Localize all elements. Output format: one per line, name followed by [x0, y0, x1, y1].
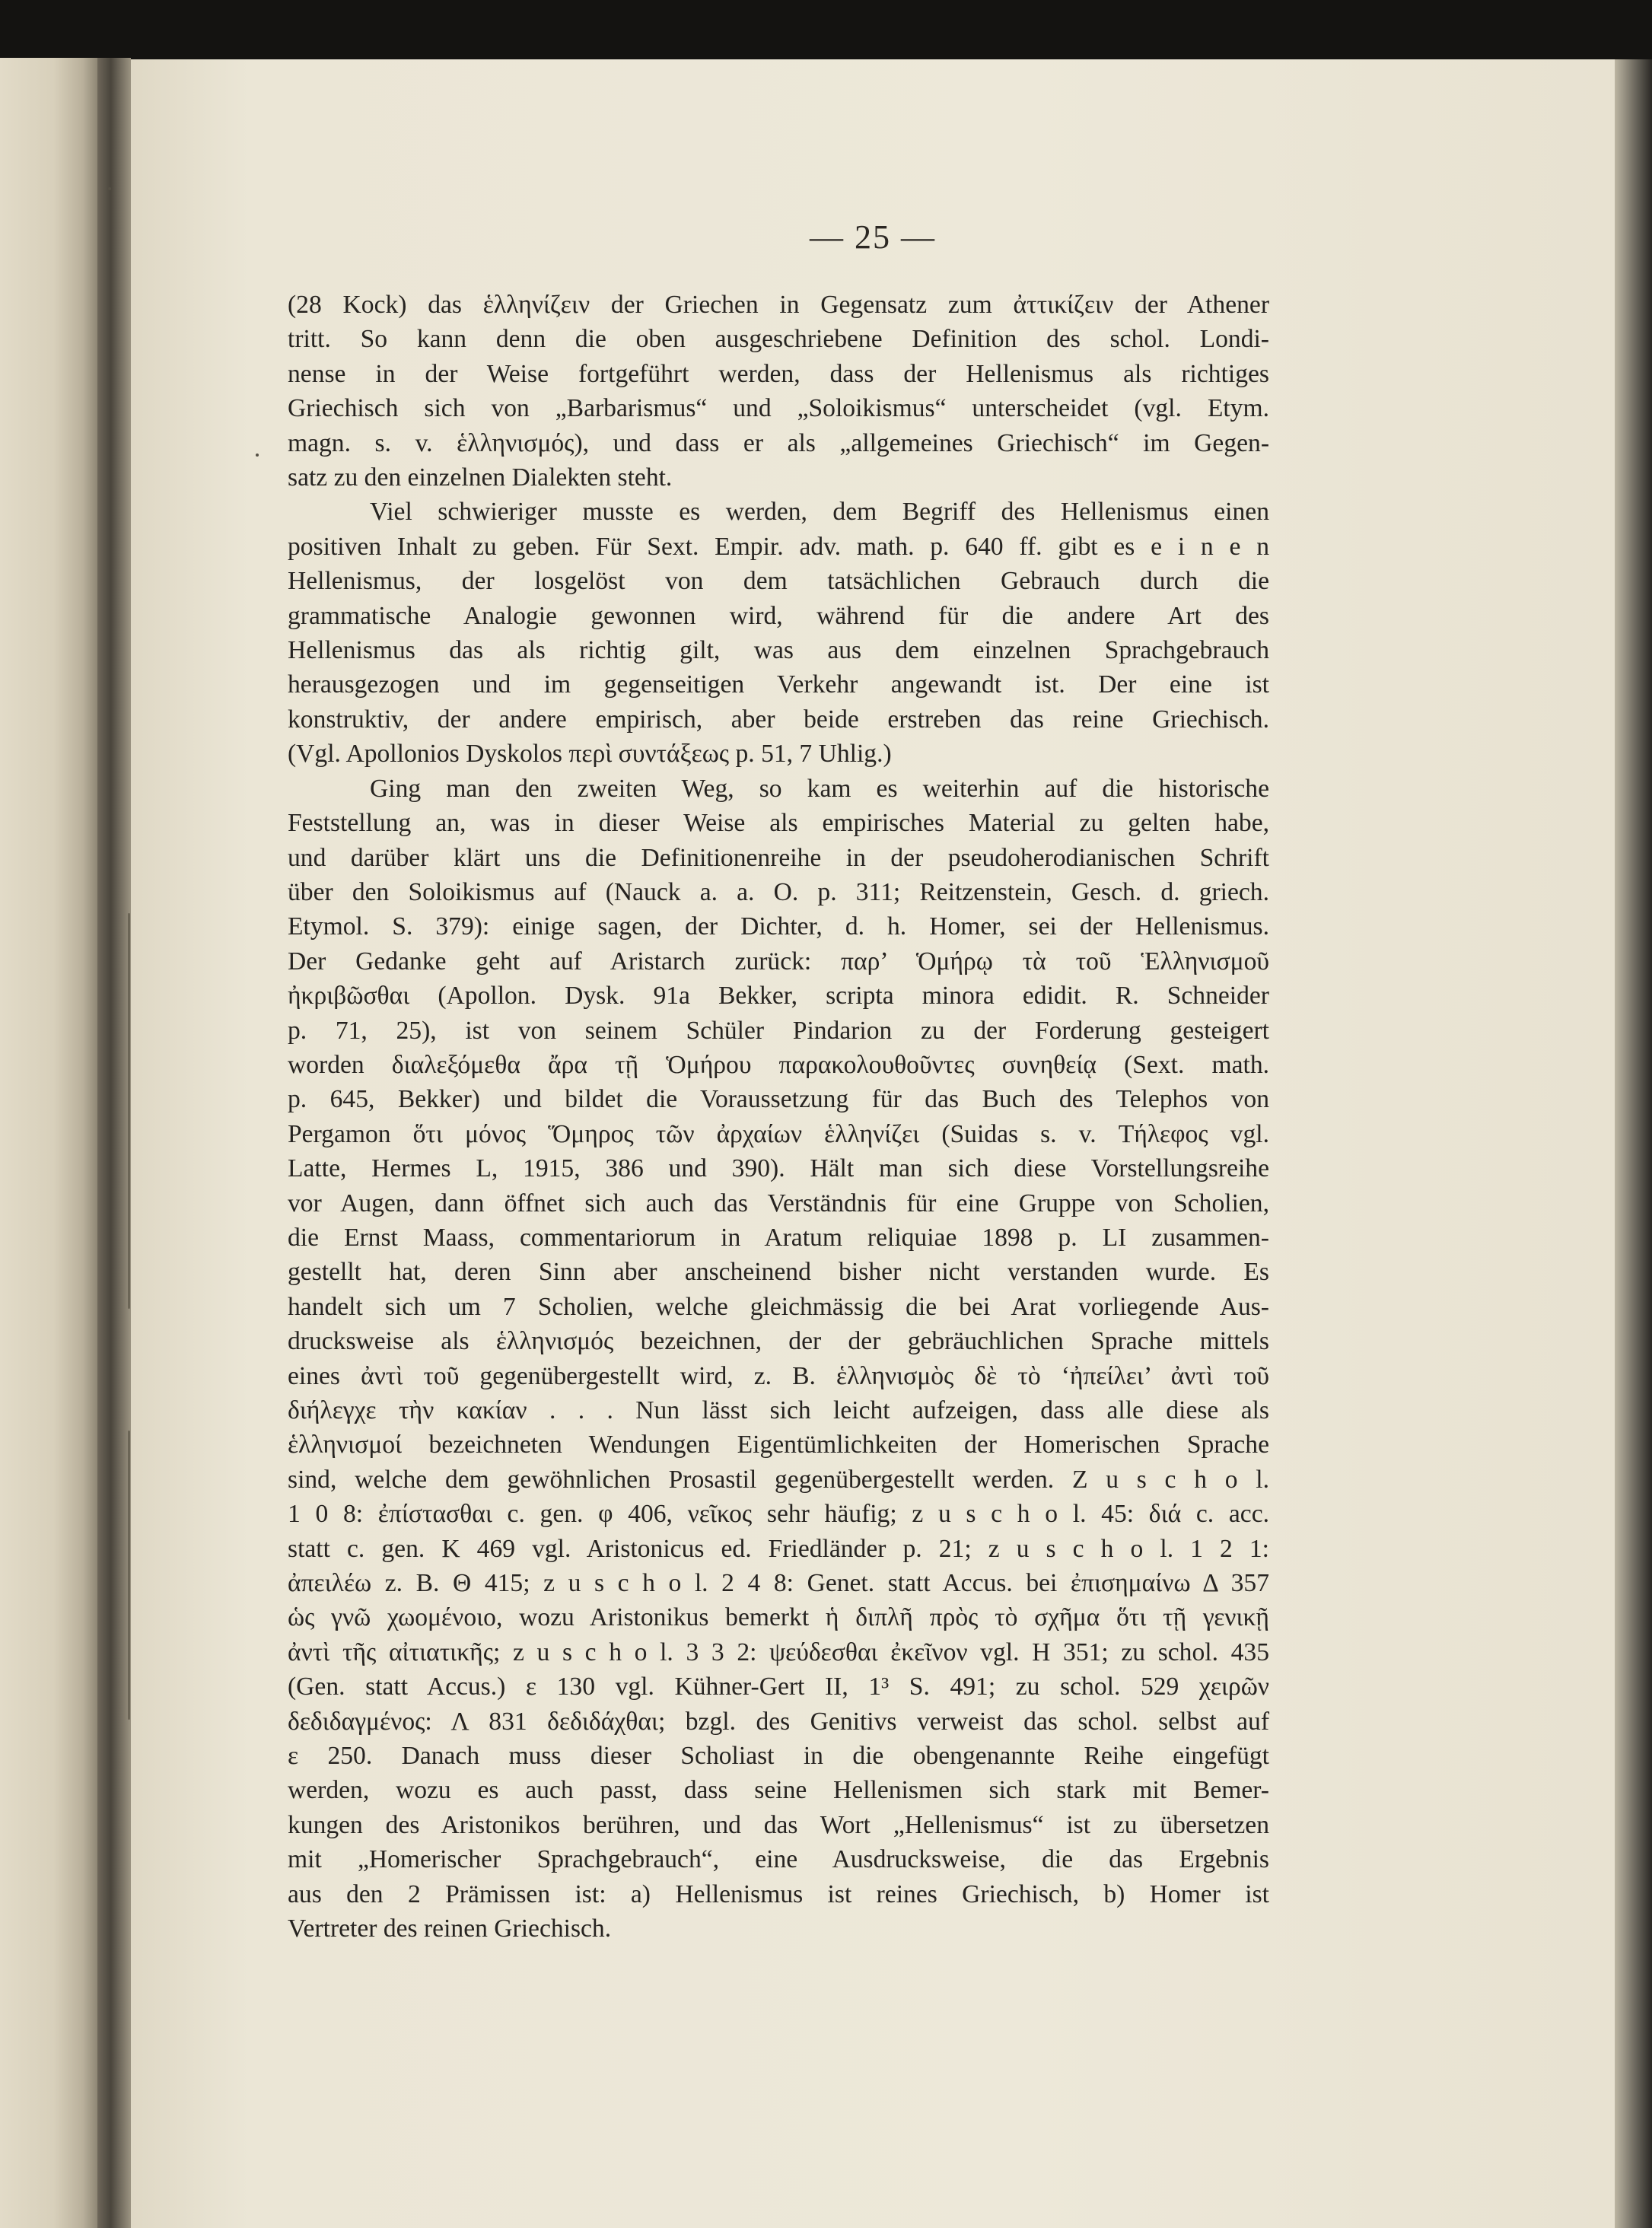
- text-line: gestellt hat, deren Sinn aber anscheinend bisher nicht verstanden wurde. Es: [288, 1258, 1269, 1287]
- text-line: satz zu den einzelnen Dialekten steht.: [288, 463, 673, 492]
- text-line: eines ἀντὶ τοῦ gegenübergestellt wird, z. B. ἑλληνισμὸς δὲ τὸ ‘ἠπείλει’ ἀντὶ τοῦ: [288, 1361, 1269, 1390]
- text-line: ἀπειλέω z. B. Θ 415; z u s c h o l. 2 4 8: Genet. statt Accus. bei ἐπισημαίνω Δ 357: [288, 1569, 1269, 1598]
- margin-mark: [128, 913, 130, 1309]
- text-line: ἑλληνισμοί bezeichneten Wendungen Eigentümlichkeiten der Homerischen Sprache: [288, 1431, 1269, 1459]
- book-gutter: [97, 58, 131, 2228]
- text-line: konstruktiv, der andere empirisch, aber beide erstreben das reine Griechisch.: [288, 705, 1269, 734]
- text-line: Etymol. S. 379): einige sagen, der Dichter, d. h. Homer, sei der Hellenismus.: [288, 912, 1269, 941]
- text-line: worden διαλεξόμεθα ἄρα τῇ Ὁμήρου παρακολουθοῦντες συνηθείᾳ (Sext. math.: [288, 1050, 1269, 1079]
- text-line: διήλεγχε τὴν κακίαν . . . Nun lässt sich leicht aufzeigen, dass alle diese als: [288, 1396, 1269, 1424]
- text-line: (Gen. statt Accus.) ε 130 vgl. Kühner-Gert II, 1³ S. 491; zu schol. 529 χειρῶν: [288, 1673, 1269, 1701]
- text-line: statt c. gen. Κ 469 vgl. Aristonicus ed. Friedländer p. 21; z u s c h o l. 1 2 1:: [288, 1534, 1269, 1563]
- text-line: Der Gedanke geht auf Aristarch zurück: παρ’ Ὁμήρῳ τὰ τοῦ Ἑλληνισμοῦ: [288, 947, 1269, 976]
- text-line: mit „Homerischer Sprachgebrauch“, eine Ausdrucksweise, die das Ergebnis: [288, 1845, 1269, 1874]
- text-line: kungen des Aristonikos berühren, und das Wort „Hellenismus“ ist zu übersetzen: [288, 1810, 1269, 1839]
- text-line: Vertreter des reinen Griechisch.: [288, 1914, 612, 1943]
- text-line: ἀντὶ τῆς αἰτιατικῆς; z u s c h o l. 3 3 2: ψεύδεσθαι ἐκεῖνον vgl. Η 351; zu schol. 435: [288, 1638, 1269, 1666]
- text-line: aus den 2 Prämissen ist: a) Hellenismus ist reines Griechisch, b) Homer ist: [288, 1879, 1269, 1908]
- text-line: nense in der Weise fortgeführt werden, dass der Hellenismus als richtiges: [288, 359, 1269, 388]
- text-line: tritt. So kann denn die oben ausgeschriebene Definition des schol. Londi-: [288, 325, 1269, 354]
- text-line: Griechisch sich von „Barbarismus“ und „Soloikismus“ unterscheidet (vgl. Etym.: [288, 394, 1269, 423]
- text-line: werden, wozu es auch passt, dass seine Hellenismen sich stark mit Bemer-: [288, 1776, 1269, 1805]
- text-line: drucksweise als ἑλληνισμός bezeichnen, der der gebräuchlichen Sprache mittels: [288, 1327, 1269, 1356]
- speck: [256, 454, 259, 457]
- text-line: die Ernst Maass, commentariorum in Aratum reliquiae 1898 p. LI zusammen-: [288, 1223, 1269, 1252]
- text-line: Pergamon ὅτι μόνος Ὅμηρος τῶν ἀρχαίων ἑλληνίζει (Suidas s. v. Τήλεφος vgl.: [288, 1119, 1269, 1148]
- text-line: ὡς γνῶ χωομένοιο, wozu Aristonikus bemerkt ἡ διπλῆ πρὸς τὸ σχῆμα ὅτι τῇ γενικῇ: [288, 1603, 1269, 1632]
- page-edge-shadow: [1615, 59, 1652, 2228]
- text-line: (28 Kock) das ἑλληνίζειν der Griechen in Gegensatz zum ἀττικίζειν der Athener: [288, 291, 1269, 319]
- text-line: Hellenismus das als richtig gilt, was aus dem einzelnen Sprachgebrauch: [288, 636, 1269, 665]
- margin-mark: [128, 1431, 130, 1720]
- text-line: ε 250. Danach muss dieser Scholiast in die obengenannte Reihe eingefügt: [288, 1742, 1269, 1771]
- text-line: Latte, Hermes L, 1915, 386 und 390). Hält man sich diese Vorstellungsreihe: [288, 1154, 1269, 1183]
- text-line: und darüber klärt uns die Definitionenreihe in der pseudoherodianischen Schrift: [288, 843, 1269, 872]
- text-line: Viel schwieriger musste es werden, dem Begriff des Hellenismus einen: [370, 498, 1269, 527]
- text-line: vor Augen, dann öffnet sich auch das Verständnis für eine Gruppe von Scholien,: [288, 1189, 1269, 1217]
- text-line: grammatische Analogie gewonnen wird, während für die andere Art des: [288, 601, 1269, 630]
- text-line: 1 0 8: ἐπίστασθαι c. gen. φ 406, νεῖκος sehr häufig; z u s c h o l. 45: διά c. acc.: [288, 1500, 1269, 1529]
- page-number: — 25 —: [810, 218, 936, 256]
- text-line: δεδιδαγμένος: Λ 831 δεδιδάχθαι; bzgl. des Genitivs verweist das schol. selbst auf: [288, 1707, 1269, 1736]
- text-line: p. 71, 25), ist von seinem Schüler Pindarion zu der Forderung gesteigert: [288, 1016, 1269, 1045]
- text-line: p. 645, Bekker) und bildet die Voraussetzung für das Buch des Telephos von: [288, 1085, 1269, 1114]
- text-line: Ging man den zweiten Weg, so kam es weiterhin auf die historische: [370, 774, 1269, 803]
- text-line: (Vgl. Apollonios Dyskolos περὶ συντάξεως p. 51, 7 Uhlig.): [288, 740, 892, 769]
- text-line: Feststellung an, was in dieser Weise als empirisches Material zu gelten habe,: [288, 809, 1269, 838]
- text-line: über den Soloikismus auf (Nauck a. a. O. p. 311; Reitzenstein, Gesch. d. griech.: [288, 877, 1269, 906]
- text-line: handelt sich um 7 Scholien, welche gleichmässig die bei Arat vorliegende Aus-: [288, 1292, 1269, 1321]
- facing-page-edge: [0, 58, 97, 2228]
- body-text: [288, 288, 1269, 1946]
- text-line: ἠκριβῶσθαι (Apollon. Dysk. 91a Bekker, scripta minora edidit. R. Schneider: [288, 982, 1269, 1011]
- speck: [108, 187, 111, 190]
- text-line: Hellenismus, der losgelöst von dem tatsächlichen Gebrauch durch die: [288, 567, 1269, 596]
- text-line: positiven Inhalt zu geben. Für Sext. Empir. adv. math. p. 640 ff. gibt es e i n e n: [288, 532, 1269, 561]
- text-line: magn. s. v. ἑλληνισμός), und dass er als „allgemeines Griechisch“ im Gegen-: [288, 428, 1269, 457]
- text-line: herausgezogen und im gegenseitigen Verkehr angewandt ist. Der eine ist: [288, 670, 1269, 699]
- text-line: sind, welche dem gewöhnlichen Prosastil gegenübergestellt werden. Z u s c h o l.: [288, 1465, 1269, 1494]
